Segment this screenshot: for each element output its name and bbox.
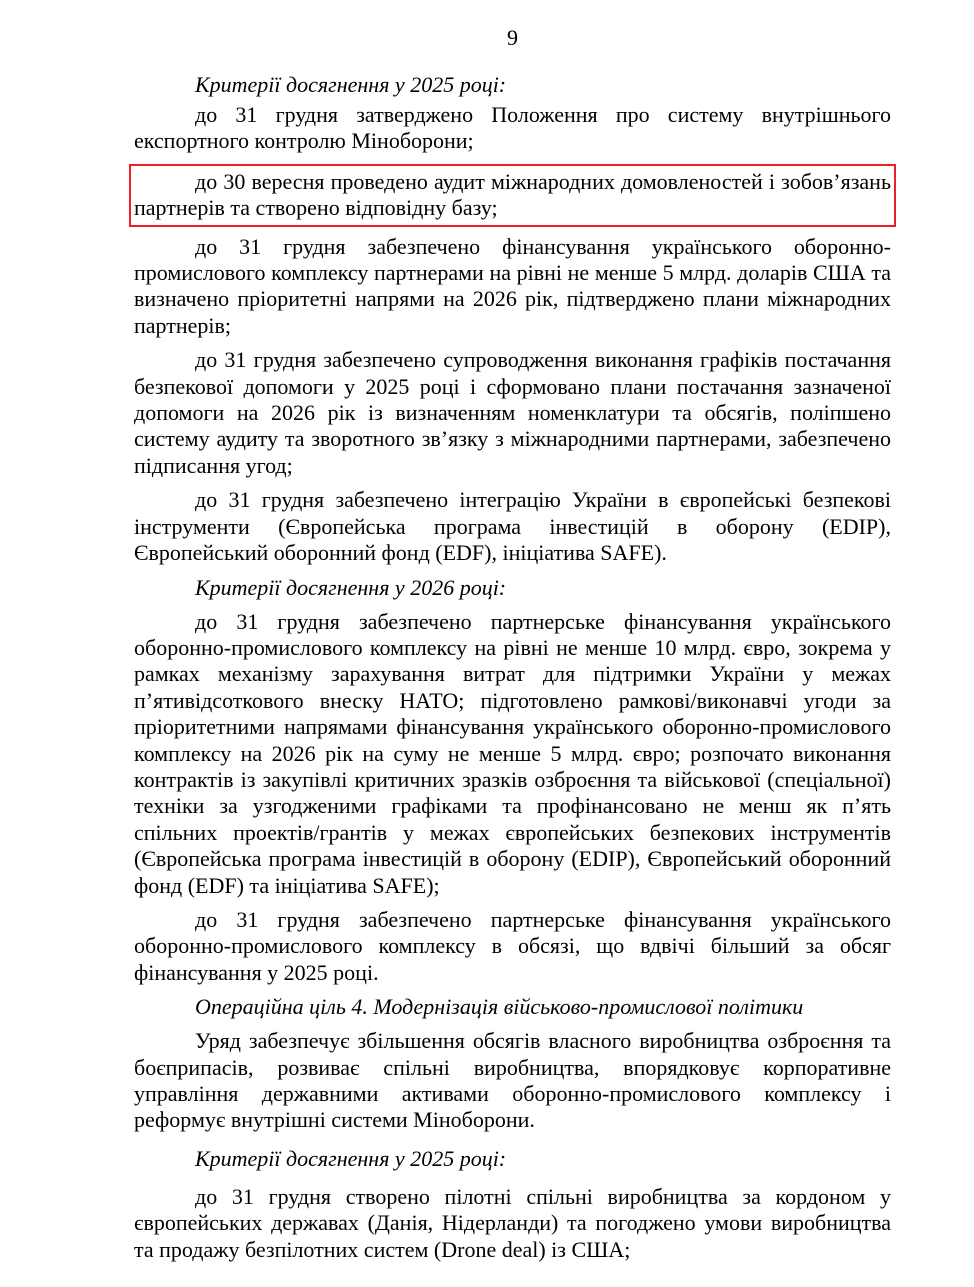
criteria-heading-2025-second: Критерії досягнення у 2025 році:: [195, 1145, 507, 1171]
paragraph-financing-2025: до 31 грудня забезпечено фінансування українського оборонно-промислового комплексу партнерами на рівні не менше 5 млрд. доларів США та визначено пріоритетні напрями на 2026 рік, підтверджено плани міжнародних партнерів;: [134, 233, 891, 338]
paragraph-joint-production: до 31 грудня створено пілотні спільні виробництва за кордоном у європейських державах (Данія, Нідерланди) та погоджено умови виробництва та продажу безпілотних систем (Drone deal) із США;: [134, 1183, 891, 1262]
page-number: 9: [507, 25, 518, 50]
paragraph-financing-doubled: до 31 грудня забезпечено партнерське фінансування українського оборонно-промислового комплексу в обсязі, що вдвічі більший за обсяг фінансування у 2025 році.: [134, 906, 891, 985]
criteria-heading-2025: Критерії досягнення у 2025 році:: [195, 72, 507, 97]
criteria-heading-2026: Критерії досягнення у 2026 році:: [195, 574, 507, 600]
paragraph-export-control: до 31 грудня затверджено Положення про систему внутрішнього експортного контролю Міноборони;: [134, 102, 891, 154]
paragraph-security-assistance: до 31 грудня забезпечено супроводження виконання графіків постачання безпекової допомоги у 2025 році і сформовано плани постачання зазначеної допомоги на 2026 рік із визначенням номенклатури та обсягів, поліпшено систему аудиту та зворотного зв’язку з міжнародними партнерами, забезпечено підписання угод;: [134, 347, 891, 478]
document-page: [134, 24, 891, 1267]
paragraph-government-production: Уряд забезпечує збільшення обсягів власного виробництва озброєння та боєприпасів, розвиває спільні виробництва, впорядковує корпоративне управління державними активами оборонно-промислового комплексу і реформує внутрішні системи Міноборони.: [134, 1028, 891, 1133]
paragraph-eu-integration: до 31 грудня забезпечено інтеграцію України в європейські безпекові інструменти (Європейська програма інвестицій в оборону (EDIP), Європейський оборонний фонд (EDF), ініціатива SAFE).: [134, 487, 891, 566]
highlighted-paragraph-audit: до 30 вересня проведено аудит міжнародних домовленостей і зобов’язань партнерів та створено відповідну базу;: [134, 168, 891, 221]
operational-goal-heading: Операційна ціль 4. Модернізація військово-промислової політики: [195, 994, 804, 1020]
paragraph-partner-financing-2026: до 31 грудня забезпечено партнерське фінансування українського оборонно-промислового комплексу на рівні не менше 10 млрд. євро, зокрема у рамках механізму зарахування витрат для підтримки України у межах п’ятивідсоткового внеску НАТО; підготовлено рамкові/виконавчі угоди за пріоритетними напрямами фінансування українського оборонно-промислового комплексу на 2026 рік на суму не менше 5 млрд. євро; розпочато виконання контрактів із закупівлі критичних зразків озброєння та військової (спеціальної) техніки за узгодженими графіками та профінансовано не менш як п’ять спільних проектів/грантів у межах європейських безпекових інструментів (Європейська програма інвестицій в оборону (EDIP), Європейський оборонний фонд (EDF) та ініціатива SAFE);: [134, 608, 891, 898]
